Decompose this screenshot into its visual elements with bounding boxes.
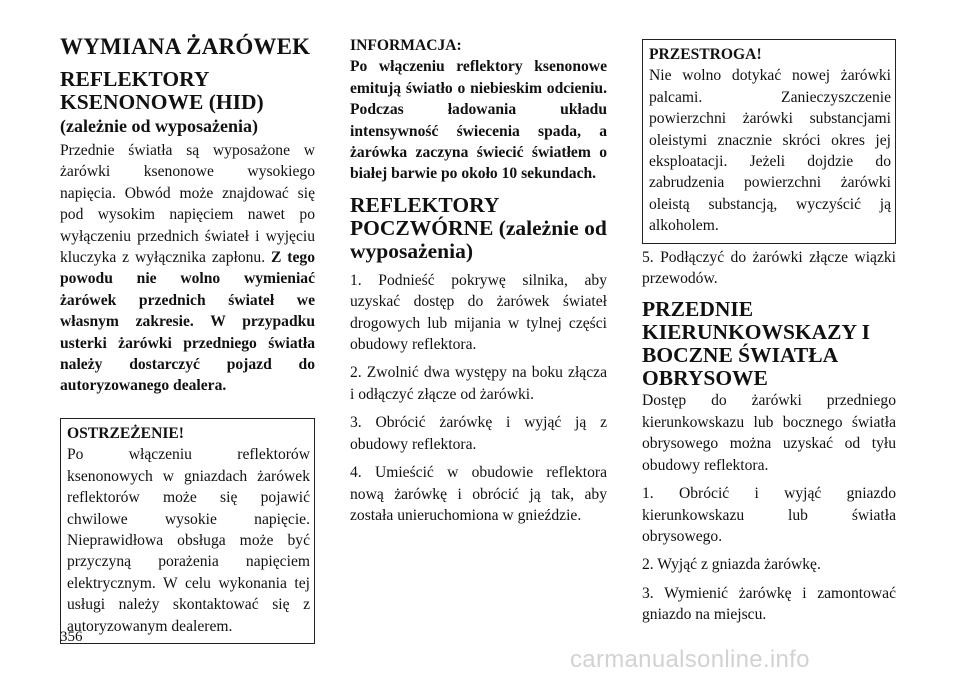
warning-title: OSTRZEŻENIE! xyxy=(67,424,184,442)
quad-headlamps-heading xyxy=(350,194,607,263)
step-4: 4. Umieścić w obudowie reflektora nową żarówkę i obrócić ją tak, aby została unieruchomiona w gnieździe. xyxy=(350,464,607,524)
section-heading: WYMIANA ŻARÓWEK xyxy=(60,34,311,59)
caution-box xyxy=(642,39,896,244)
intro-paragraph: Dostęp do żarówki przedniego kierunkowskazu lub bocznego światła obrysowego można uzyskać od tyłu obudowy reflektora. xyxy=(642,392,896,474)
body-text: Przednie światła są wyposażone w żarówki ksenonowe wysokiego napięcia. Obwód może znajdować się pod wysokim napięciem nawet po wyłączeniu przednich świateł i wyjęciu kluczyka z wyłącznika zapłonu. xyxy=(60,142,315,267)
column-left xyxy=(60,34,315,644)
watermark: carmanualsonline.info xyxy=(570,646,810,673)
step-1: 1. Obrócić i wyjąć gniazdo kierunkowskazu lub światła obrysowego. xyxy=(642,485,896,545)
heading-line2: POCZWÓRNE (zależnie od xyxy=(350,215,607,240)
subsection-heading-line1: REFLEKTORY xyxy=(60,67,210,91)
step-2: 2. Zwolnić dwa występy na boku złącza i odłączyć złącze od żarówki. xyxy=(350,364,607,403)
subsection-note: (zależnie od wyposażenia) xyxy=(60,116,258,136)
info-title: INFORMACJA: xyxy=(350,37,462,54)
step-1: 1. Podnieść pokrywę silnika, aby uzyskać dostęp do żarówek świateł drogowych lub mijania w tylnej części obudowy reflektora. xyxy=(350,271,607,354)
warning-text: Po włączeniu reflektorów ksenonowych w gniazdach żarówek reflektorów może się pojawić chwilowe wysokie napięcie. Nieprawidłowa obsługa może być przyczyną porażenia napięciem elektrycznym. W celu wykonania tej usługi należy skontaktować się z autoryzowanym dealerem. xyxy=(67,446,310,635)
column-middle xyxy=(350,34,607,526)
column-right xyxy=(642,39,896,626)
heading-line3: wyposażenia) xyxy=(350,238,474,263)
heading-line4: OBRYSOWE xyxy=(642,366,768,391)
heading-line2: KIERUNKOWSKAZY I xyxy=(642,320,870,345)
page-number: 356 xyxy=(60,629,83,645)
info-text: Po włączeniu reflektory ksenonowe emitują światło o niebieskim odcieniu. Podczas ładowania układu intensywność świecenia spada, a żarówka zaczyna świecić światłem o białej barwie po około 10 sekundach. xyxy=(350,58,607,183)
caution-text: Nie wolno dotykać nowej żarówki palcami. Zanieczyszczenie powierzchni żarówki substancjami oleistymi znacznie skróci okres jej eksploatacji. Jeżeli dojdzie do zabrudzenia powierzchni żarówki oleistą substancją, wyczyścić ją alkoholem. xyxy=(649,67,891,235)
body-paragraph xyxy=(60,140,315,397)
step-5: 5. Podłączyć do żarówki złącze wiązki przewodów. xyxy=(642,248,896,288)
body-bold-text: Z tego powodu nie wolno wymieniać żarówek przednich świateł we własnym zakresie. W przypadku usterki żarówki przedniego światła należy dostarczyć pojazd do autoryzowanego dealera. xyxy=(60,249,315,395)
heading-line3: BOCZNE ŚWIATŁA xyxy=(642,343,839,368)
step-3: 3. Wymienić żarówkę i zamontować gniazdo na miejscu. xyxy=(642,584,896,624)
step-3: 3. Obrócić żarówkę i wyjąć ją z obudowy reflektora. xyxy=(350,414,607,453)
heading-line1: REFLEKTORY xyxy=(350,192,500,217)
turn-signal-heading xyxy=(642,298,896,390)
warning-box xyxy=(60,418,315,644)
caution-title: PRZESTROGA! xyxy=(649,46,762,63)
heading-line1: PRZEDNIE xyxy=(642,297,754,322)
step-2: 2. Wyjąć z gniazda żarówkę. xyxy=(642,556,821,574)
subsection-heading-line2: KSENONOWE (HID) xyxy=(60,90,264,114)
